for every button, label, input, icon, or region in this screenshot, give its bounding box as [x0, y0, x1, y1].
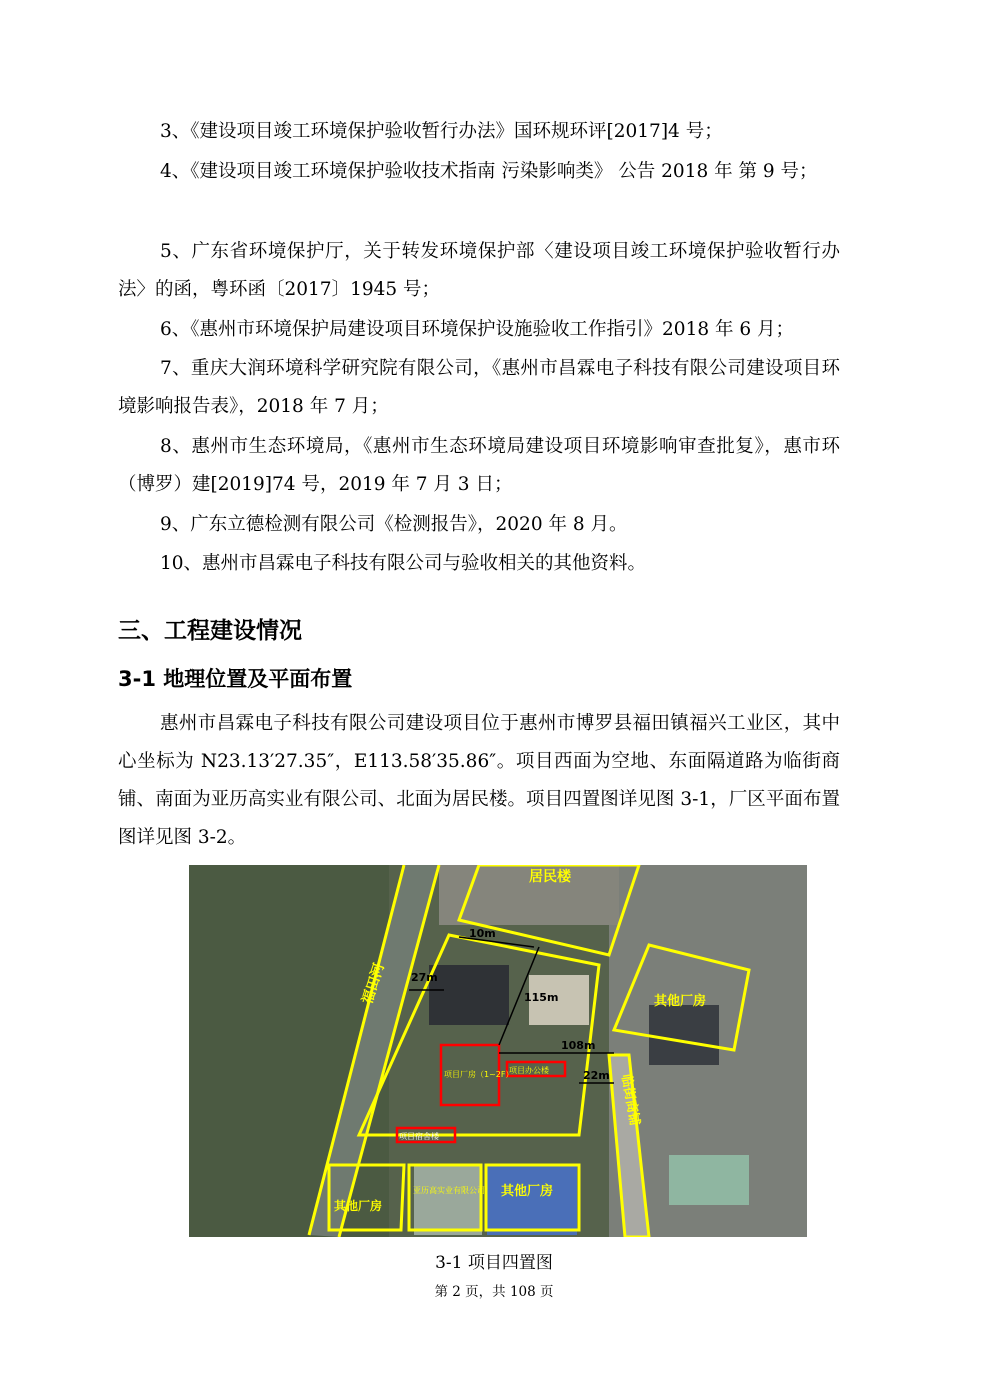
- reference-text: 8、惠州市生态环境局，《惠州市生态环境局建设项目环境影响审查批复》，惠市环（博罗）建[2019]74 号，2019 年 7 月 3 日；: [118, 436, 840, 495]
- distance-road: 22m: [583, 1069, 610, 1082]
- reference-text: 5、广东省环境保护厅，关于转发环境保护部〈建设项目竣工环境保护验收暂行办法〉的函，粤环函〔2017〕1945 号；: [118, 241, 840, 300]
- east-roof: [649, 1005, 719, 1065]
- location-text: 惠州市昌霖电子科技有限公司建设项目位于惠州市博罗县福田镇福兴工业区，其中心坐标为 N23.13′27.35″，E113.58′35.86″。项目西面为空地、东面隔道路为临街商铺、南面为亚历高实业有限公司、北面为居民楼。项目四置图详见图 3-1，厂区平面布置图详见图 3-2。: [118, 713, 840, 848]
- reference-item-5: [118, 233, 840, 309]
- distance-west: 27m: [411, 971, 438, 984]
- label-project-dorm: 项目宿舍楼: [399, 1132, 439, 1141]
- label-north: 居民楼: [529, 869, 571, 885]
- location-paragraph: [118, 705, 840, 857]
- subsection-title: 3-1 地理位置及平面布置: [118, 667, 353, 691]
- south-roof-a: [414, 1165, 482, 1235]
- dark-roof: [429, 965, 509, 1025]
- reference-text: 7、重庆大润环境科学研究院有限公司，《惠州市昌霖电子科技有限公司建设项目环境影响报告表》，2018 年 7 月；: [118, 358, 840, 417]
- surroundings-map: [189, 865, 807, 1237]
- reference-text: 3、《建设项目竣工环境保护验收暂行办法》国环规环评[2017]4 号；: [160, 121, 723, 142]
- label-other-factory-s: 其他厂房: [501, 1184, 554, 1199]
- label-yaligao: 亚历高实业有限公司: [413, 1186, 485, 1195]
- satellite-map: [189, 865, 807, 1237]
- label-street-shops: 临街商铺: [618, 1073, 642, 1127]
- label-river: 福田河: [359, 961, 388, 1007]
- southeast-roof: [669, 1155, 749, 1205]
- reference-item-4: [118, 153, 840, 191]
- distance-east: 108m: [561, 1039, 596, 1052]
- reference-item-7: [118, 350, 840, 426]
- label-other-factory-sw: 其他厂房: [334, 1199, 383, 1213]
- reference-item-6: [118, 311, 840, 349]
- figure-caption: 3-1 项目四置图: [435, 1253, 553, 1273]
- distance-north: 10m: [469, 927, 496, 940]
- reference-text: 4、《建设项目竣工环境保护验收技术指南 污染影响类》 公告 2018 年 第 9 号；: [160, 161, 818, 182]
- reference-text: 9、广东立德检测有限公司《检测报告》，2020 年 8 月。: [160, 514, 628, 535]
- reference-text: 10、惠州市昌霖电子科技有限公司与验收相关的其他资料。: [160, 553, 647, 574]
- reference-item-8: [118, 428, 840, 504]
- reference-text: 6、《惠州市环境保护局建设项目环境保护设施验收工作指引》2018 年 6 月；: [160, 319, 795, 340]
- label-project-plant: 项目厂房（1~2F）: [444, 1070, 514, 1079]
- reference-item-3: [118, 113, 840, 151]
- section-title: 三、工程建设情况: [118, 618, 302, 644]
- south-roof-blue: [487, 1165, 577, 1235]
- page-footer: 第 2 页，共 108 页: [434, 1284, 554, 1300]
- label-project-office: 项目办公楼: [509, 1066, 549, 1075]
- reference-item-9: [118, 506, 840, 544]
- distance-ne: 115m: [524, 991, 559, 1004]
- label-other-factory-ne: 其他厂房: [654, 994, 707, 1009]
- reference-item-10: [118, 545, 840, 583]
